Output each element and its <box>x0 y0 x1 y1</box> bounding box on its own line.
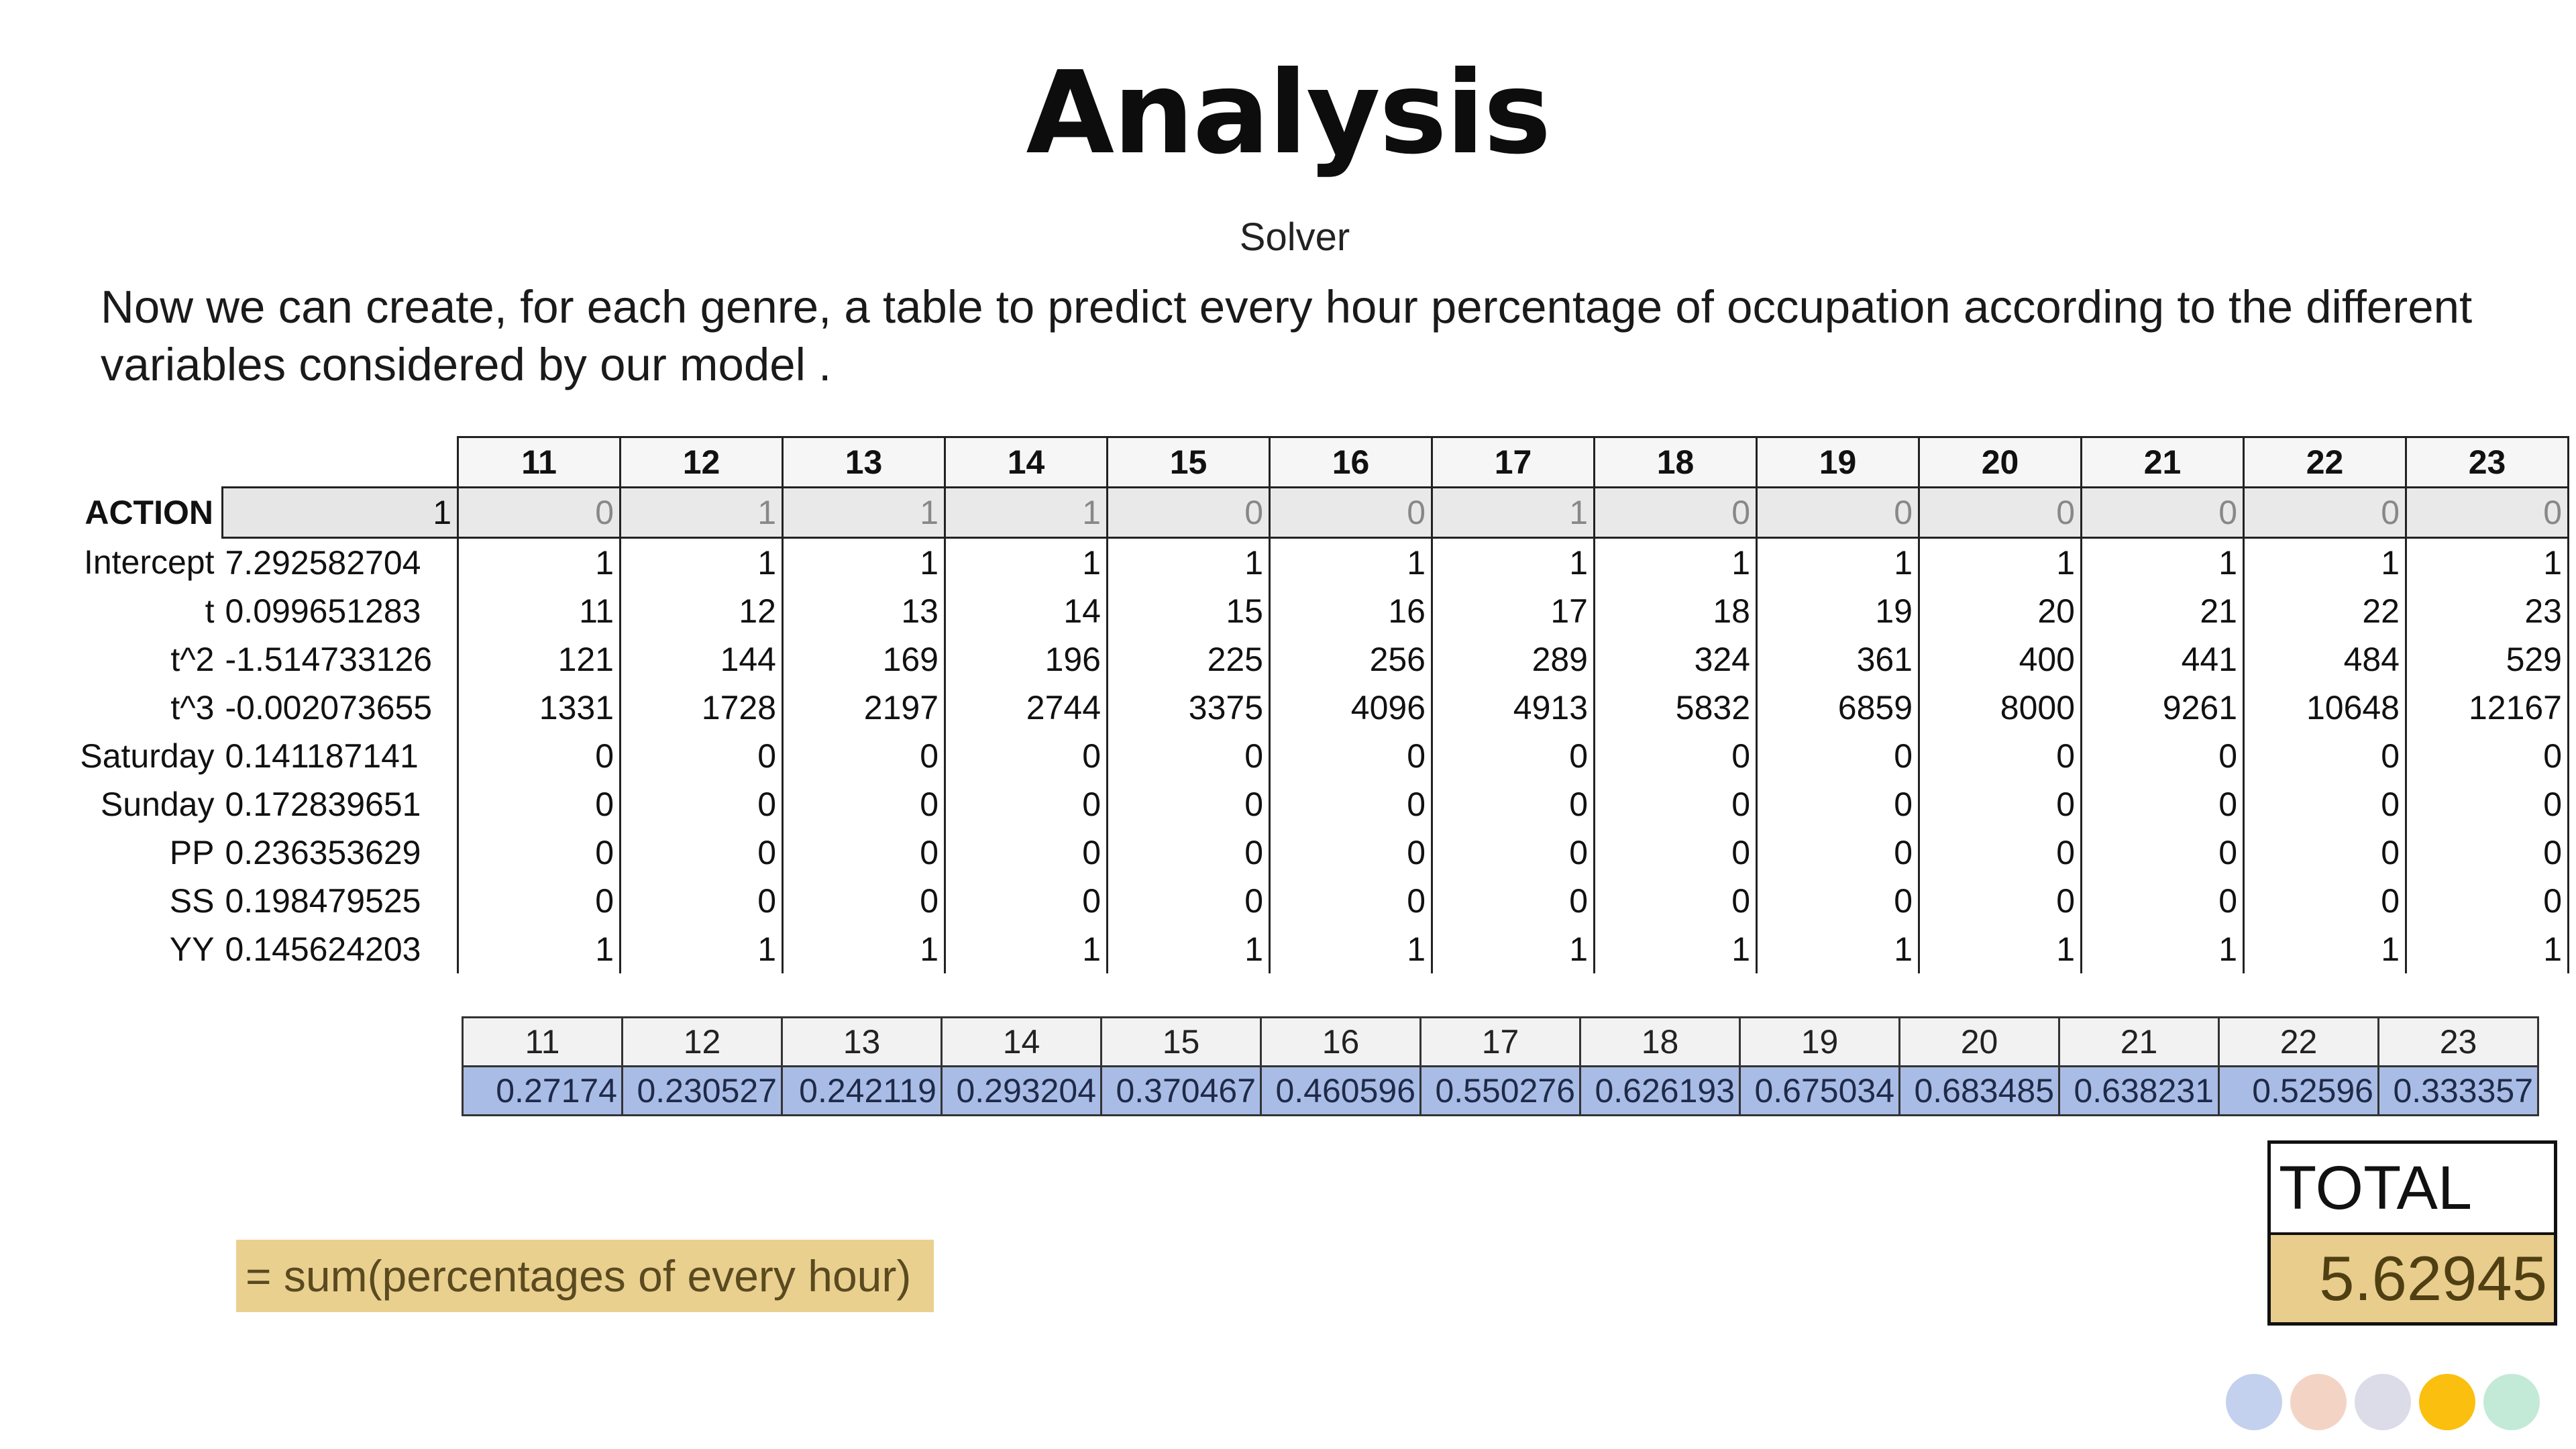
variable-value-cell: 0 <box>1757 877 1919 925</box>
variable-value-cell: 4096 <box>1270 684 1432 732</box>
variable-value-cell: 1 <box>783 538 945 588</box>
variable-value-cell: 0 <box>945 732 1108 780</box>
variable-row <box>54 587 2569 635</box>
variable-coefficient: 0.236353629 <box>225 834 421 871</box>
variable-value-cell: 0 <box>1270 732 1432 780</box>
prediction-value-cell: 0.626193 <box>1580 1067 1740 1116</box>
variable-value-cell: 0 <box>1432 877 1595 925</box>
variable-value-cell: 0 <box>2082 828 2244 877</box>
variable-value-cell: 0 <box>2406 780 2569 828</box>
prediction-hour-cell: 21 <box>2059 1018 2219 1067</box>
variables-table <box>54 436 2569 973</box>
variable-value-cell: 196 <box>945 635 1108 684</box>
palette-dot <box>2483 1374 2540 1430</box>
variable-value-cell: 0 <box>621 732 783 780</box>
variable-value-cell: 0 <box>1432 828 1595 877</box>
variable-value-cell: 0 <box>1757 488 1919 538</box>
variable-row <box>54 538 2569 588</box>
variable-value-cell: 1 <box>621 538 783 588</box>
variable-value-cell: 1 <box>1757 925 1919 973</box>
variable-value-cell: 0 <box>1757 732 1919 780</box>
prediction-value-cell: 0.683485 <box>1900 1067 2059 1116</box>
page-title: Analysis <box>1026 47 1550 180</box>
prediction-hour-cell: 13 <box>782 1018 942 1067</box>
variable-value-cell: 0 <box>783 780 945 828</box>
variable-value-cell: 0 <box>2244 877 2406 925</box>
variable-value-cell: 0 <box>783 828 945 877</box>
variable-value-cell: 0 <box>2406 828 2569 877</box>
variable-value-cell: 400 <box>1919 635 2082 684</box>
hour-header-cell: 15 <box>1108 437 1270 488</box>
variable-value-cell: 1 <box>2082 538 2244 588</box>
variable-value-cell: 1728 <box>621 684 783 732</box>
variable-coefficient: 1 <box>223 488 458 538</box>
variable-value-cell: 0 <box>1108 732 1270 780</box>
variable-value-cell: 1 <box>1595 538 1757 588</box>
variable-label: t^3 <box>170 689 215 727</box>
variable-value-cell: 1 <box>2244 925 2406 973</box>
variable-value-cell: 16 <box>1270 587 1432 635</box>
variable-coefficient: 0.198479525 <box>225 882 421 920</box>
variable-value-cell: 20 <box>1919 587 2082 635</box>
variable-value-cell: 0 <box>2082 488 2244 538</box>
description-text: Now we can create, for each genre, a table to predict every hour percentage of occupation according to the different variables considered by our model . <box>101 281 2473 390</box>
variable-value-cell: 1 <box>1757 538 1919 588</box>
variable-value-cell: 1 <box>1432 488 1595 538</box>
variable-value-cell: 0 <box>945 877 1108 925</box>
variable-value-cell: 0 <box>458 877 621 925</box>
prediction-value-cell: 0.52596 <box>2219 1067 2379 1116</box>
variable-value-cell: 1 <box>1270 538 1432 588</box>
prediction-value-cell: 0.638231 <box>2059 1067 2219 1116</box>
variable-value-cell: 9261 <box>2082 684 2244 732</box>
header-spacer <box>54 437 223 488</box>
variable-value-cell: 324 <box>1595 635 1757 684</box>
variable-value-cell: 1 <box>458 538 621 588</box>
variable-value-cell: 441 <box>2082 635 2244 684</box>
hour-header-cell: 13 <box>783 437 945 488</box>
prediction-value-cell: 0.460596 <box>1261 1067 1421 1116</box>
prediction-value-cell: 0.27174 <box>463 1067 623 1116</box>
variable-value-cell: 0 <box>783 877 945 925</box>
formula-note: = sum(percentages of every hour) <box>236 1240 934 1312</box>
variable-coefficient: 0.172839651 <box>225 786 421 823</box>
variable-value-cell: 10648 <box>2244 684 2406 732</box>
variable-value-cell: 0 <box>1919 780 2082 828</box>
prediction-hour-cell: 17 <box>1421 1018 1580 1067</box>
hour-header-cell: 20 <box>1919 437 2082 488</box>
variable-value-cell: 0 <box>945 828 1108 877</box>
variable-value-cell: 1331 <box>458 684 621 732</box>
variable-value-cell: 15 <box>1108 587 1270 635</box>
variable-value-cell: 17 <box>1432 587 1595 635</box>
variable-value-cell: 169 <box>783 635 945 684</box>
variable-value-cell: 1 <box>2244 538 2406 588</box>
variable-value-cell: 12 <box>621 587 783 635</box>
variable-value-cell: 0 <box>1595 828 1757 877</box>
variable-row <box>54 635 2569 684</box>
variable-value-cell: 22 <box>2244 587 2406 635</box>
palette-dot <box>2226 1374 2282 1430</box>
variable-value-cell: 0 <box>1108 828 1270 877</box>
variable-value-cell: 0 <box>621 780 783 828</box>
palette-dot <box>2290 1374 2347 1430</box>
variable-label: t^2 <box>170 641 215 678</box>
variable-value-cell: 1 <box>1432 538 1595 588</box>
variable-value-cell: 2197 <box>783 684 945 732</box>
variable-value-cell: 0 <box>458 488 621 538</box>
variable-value-cell: 13 <box>783 587 945 635</box>
variable-value-cell: 0 <box>621 877 783 925</box>
variable-value-cell: 0 <box>1595 780 1757 828</box>
variable-value-cell: 1 <box>783 488 945 538</box>
variable-value-cell: 14 <box>945 587 1108 635</box>
variable-value-cell: 0 <box>1432 732 1595 780</box>
variable-value-cell: 1 <box>1270 925 1432 973</box>
variable-value-cell: 1 <box>783 925 945 973</box>
variable-value-cell: 0 <box>1270 877 1432 925</box>
variable-value-cell: 12167 <box>2406 684 2569 732</box>
variable-value-cell: 529 <box>2406 635 2569 684</box>
page-subtitle: Solver <box>1239 215 1350 259</box>
variable-label: PP <box>169 834 215 871</box>
variable-value-cell: 0 <box>1432 780 1595 828</box>
variable-value-cell: 0 <box>2244 828 2406 877</box>
palette-dot <box>2419 1374 2475 1430</box>
variable-value-cell: 1 <box>945 538 1108 588</box>
variable-value-cell: 3375 <box>1108 684 1270 732</box>
predictions-header-row <box>463 1018 2538 1067</box>
prediction-hour-cell: 12 <box>623 1018 782 1067</box>
variable-value-cell: 0 <box>458 732 621 780</box>
palette-dot <box>2355 1374 2411 1430</box>
variable-value-cell: 5832 <box>1595 684 1757 732</box>
variable-row <box>54 828 2569 877</box>
variable-value-cell: 0 <box>1595 488 1757 538</box>
variable-value-cell: 0 <box>1108 488 1270 538</box>
variable-row <box>54 925 2569 973</box>
variable-value-cell: 1 <box>945 488 1108 538</box>
variable-value-cell: 21 <box>2082 587 2244 635</box>
variable-label: Intercept <box>83 543 215 582</box>
variable-value-cell: 2744 <box>945 684 1108 732</box>
variable-value-cell: 0 <box>1919 488 2082 538</box>
prediction-value-cell: 0.293204 <box>942 1067 1102 1116</box>
hour-header-cell: 21 <box>2082 437 2244 488</box>
header-spacer <box>223 437 458 488</box>
variable-value-cell: 1 <box>2406 925 2569 973</box>
variable-label: ACTION <box>54 488 223 538</box>
hour-header-cell: 23 <box>2406 437 2569 488</box>
variable-value-cell: 0 <box>2406 488 2569 538</box>
variable-value-cell: 23 <box>2406 587 2569 635</box>
variable-value-cell: 256 <box>1270 635 1432 684</box>
variable-value-cell: 0 <box>1270 780 1432 828</box>
variable-value-cell: 4913 <box>1432 684 1595 732</box>
prediction-value-cell: 0.370467 <box>1102 1067 1261 1116</box>
variable-value-cell: 0 <box>621 828 783 877</box>
variable-value-cell: 1 <box>1108 925 1270 973</box>
hour-header-cell: 18 <box>1595 437 1757 488</box>
variable-value-cell: 11 <box>458 587 621 635</box>
prediction-value-cell: 0.242119 <box>782 1067 942 1116</box>
variable-value-cell: 1 <box>621 925 783 973</box>
variable-coefficient: 0.141187141 <box>225 737 419 775</box>
variable-value-cell: 0 <box>2082 732 2244 780</box>
variable-value-cell: 0 <box>1919 828 2082 877</box>
hour-header-cell: 11 <box>458 437 621 488</box>
variable-row <box>54 684 2569 732</box>
variable-value-cell: 1 <box>621 488 783 538</box>
variable-value-cell: 225 <box>1108 635 1270 684</box>
total-box <box>2267 1140 2557 1326</box>
variable-value-cell: 0 <box>945 780 1108 828</box>
prediction-value-cell: 0.675034 <box>1740 1067 1900 1116</box>
variable-value-cell: 361 <box>1757 635 1919 684</box>
variable-coefficient: -0.002073655 <box>225 689 433 727</box>
prediction-hour-cell: 23 <box>2379 1018 2538 1067</box>
variable-label: YY <box>169 930 215 968</box>
variable-value-cell: 289 <box>1432 635 1595 684</box>
variable-value-cell: 121 <box>458 635 621 684</box>
variable-value-cell: 0 <box>2244 780 2406 828</box>
variable-value-cell: 19 <box>1757 587 1919 635</box>
prediction-hour-cell: 20 <box>1900 1018 2059 1067</box>
variable-value-cell: 0 <box>2406 732 2569 780</box>
variable-value-cell: 0 <box>1919 877 2082 925</box>
variable-value-cell: 0 <box>1108 877 1270 925</box>
variable-value-cell: 18 <box>1595 587 1757 635</box>
total-label: TOTAL <box>2267 1140 2557 1235</box>
variable-value-cell: 0 <box>458 828 621 877</box>
variable-value-cell: 0 <box>1270 488 1432 538</box>
variable-value-cell: 1 <box>1595 925 1757 973</box>
variable-label: Sunday <box>100 786 215 823</box>
variable-label: SS <box>169 882 215 920</box>
variable-row <box>54 732 2569 780</box>
hour-header-cell: 16 <box>1270 437 1432 488</box>
variable-label: t <box>205 592 215 630</box>
variable-value-cell: 0 <box>2082 780 2244 828</box>
prediction-hour-cell: 18 <box>1580 1018 1740 1067</box>
predictions-value-row <box>463 1067 2538 1116</box>
variable-value-cell: 0 <box>1757 828 1919 877</box>
variable-value-cell: 1 <box>1919 925 2082 973</box>
variable-value-cell: 1 <box>945 925 1108 973</box>
variable-value-cell: 1 <box>2082 925 2244 973</box>
hour-header-cell: 17 <box>1432 437 1595 488</box>
hour-header-cell: 19 <box>1757 437 1919 488</box>
hour-header-cell: 22 <box>2244 437 2406 488</box>
variable-value-cell: 0 <box>2244 488 2406 538</box>
variable-label: Saturday <box>80 737 215 775</box>
variable-value-cell: 1 <box>1432 925 1595 973</box>
prediction-hour-cell: 14 <box>942 1018 1102 1067</box>
prediction-value-cell: 0.333357 <box>2379 1067 2538 1116</box>
variable-value-cell: 0 <box>1919 732 2082 780</box>
variable-value-cell: 144 <box>621 635 783 684</box>
variable-value-cell: 0 <box>1757 780 1919 828</box>
prediction-hour-cell: 19 <box>1740 1018 1900 1067</box>
hour-header-cell: 14 <box>945 437 1108 488</box>
variable-value-cell: 1 <box>2406 538 2569 588</box>
prediction-hour-cell: 11 <box>463 1018 623 1067</box>
variable-coefficient: 0.099651283 <box>225 592 421 630</box>
hour-header-cell: 12 <box>621 437 783 488</box>
variable-value-cell: 0 <box>2082 877 2244 925</box>
variable-coefficient: -1.514733126 <box>225 641 433 678</box>
variable-value-cell: 0 <box>1108 780 1270 828</box>
variable-value-cell: 0 <box>783 732 945 780</box>
variable-row <box>54 877 2569 925</box>
prediction-hour-cell: 16 <box>1261 1018 1421 1067</box>
total-value: 5.62945 <box>2267 1235 2557 1326</box>
variable-value-cell: 1 <box>1108 538 1270 588</box>
variable-value-cell: 6859 <box>1757 684 1919 732</box>
prediction-value-cell: 0.550276 <box>1421 1067 1580 1116</box>
variable-coefficient: 0.145624203 <box>225 930 421 968</box>
hour-header-row <box>54 437 2569 488</box>
predictions-table <box>462 1016 2539 1116</box>
variable-value-cell: 484 <box>2244 635 2406 684</box>
variable-value-cell: 1 <box>458 925 621 973</box>
variable-value-cell: 0 <box>1595 732 1757 780</box>
variable-value-cell: 0 <box>2406 877 2569 925</box>
variable-value-cell: 0 <box>458 780 621 828</box>
variable-value-cell: 1 <box>1919 538 2082 588</box>
prediction-hour-cell: 22 <box>2219 1018 2379 1067</box>
variable-value-cell: 8000 <box>1919 684 2082 732</box>
variable-value-cell: 0 <box>1270 828 1432 877</box>
prediction-hour-cell: 15 <box>1102 1018 1261 1067</box>
variable-value-cell: 0 <box>2244 732 2406 780</box>
variable-value-cell: 0 <box>1595 877 1757 925</box>
action-row <box>54 488 2569 538</box>
variable-row <box>54 780 2569 828</box>
variable-coefficient: 7.292582704 <box>225 544 421 582</box>
prediction-value-cell: 0.230527 <box>623 1067 782 1116</box>
